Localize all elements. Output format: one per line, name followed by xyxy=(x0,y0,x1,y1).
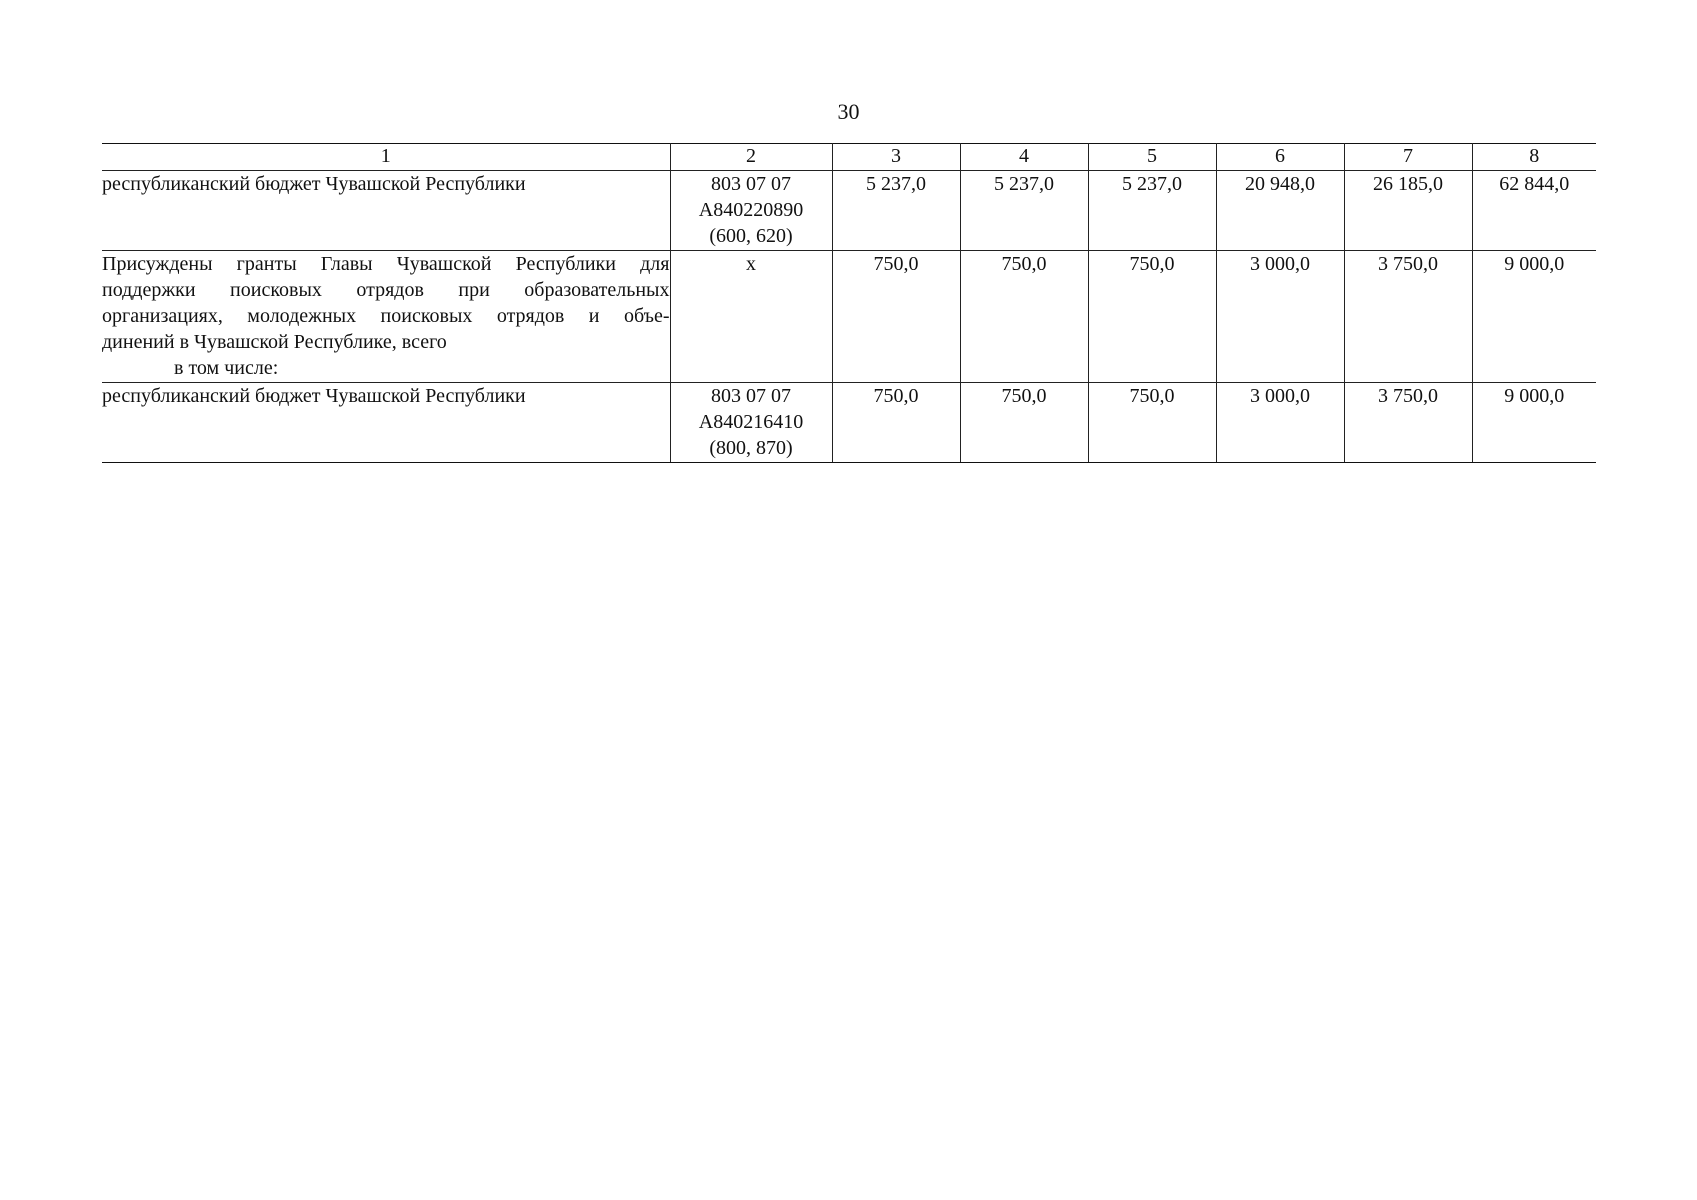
header-row xyxy=(102,144,1596,171)
value-col-7: 3 750,0 xyxy=(1344,251,1472,383)
value-col-6: 3 000,0 xyxy=(1216,251,1344,383)
code-line: х xyxy=(746,253,756,275)
column-header-3: 3 xyxy=(832,144,960,171)
column-header-5: 5 xyxy=(1088,144,1216,171)
column-header-2: 2 xyxy=(670,144,832,171)
description-line: республиканский бюджет Чувашской Республики xyxy=(102,385,526,407)
code-line: 803 07 07 xyxy=(711,173,791,195)
description-line: республиканский бюджет Чувашской Республики xyxy=(102,173,526,195)
table-row xyxy=(102,383,1596,463)
value-col-5: 750,0 xyxy=(1088,251,1216,383)
value-col-7: 26 185,0 xyxy=(1344,171,1472,251)
value-col-8: 9 000,0 xyxy=(1472,383,1596,463)
row-code xyxy=(670,171,832,251)
description-line: Присуждены гранты Главы Чувашской Республики для xyxy=(102,253,670,275)
code-line: 803 07 07 xyxy=(711,385,791,407)
column-header-8: 8 xyxy=(1472,144,1596,171)
table-row xyxy=(102,251,1596,383)
table-row xyxy=(102,171,1596,251)
column-header-7: 7 xyxy=(1344,144,1472,171)
page-number: 30 xyxy=(837,99,860,124)
column-header-6: 6 xyxy=(1216,144,1344,171)
value-col-8: 62 844,0 xyxy=(1472,171,1596,251)
value-col-3: 5 237,0 xyxy=(832,171,960,251)
value-col-7: 3 750,0 xyxy=(1344,383,1472,463)
value-col-5: 750,0 xyxy=(1088,383,1216,463)
row-code xyxy=(670,251,832,383)
value-col-4: 750,0 xyxy=(960,251,1088,383)
value-col-3: 750,0 xyxy=(832,383,960,463)
value-col-6: 3 000,0 xyxy=(1216,383,1344,463)
value-col-6: 20 948,0 xyxy=(1216,171,1344,251)
value-col-4: 750,0 xyxy=(960,383,1088,463)
row-description xyxy=(102,251,670,383)
description-line: динений в Чувашской Республике, всего xyxy=(102,331,447,353)
row-description xyxy=(102,383,670,463)
column-header-1: 1 xyxy=(102,144,670,171)
description-line: поддержки поисковых отрядов при образовательных xyxy=(102,279,670,301)
budget-table xyxy=(102,143,1596,463)
value-col-8: 9 000,0 xyxy=(1472,251,1596,383)
value-col-4: 5 237,0 xyxy=(960,171,1088,251)
column-header-4: 4 xyxy=(960,144,1088,171)
code-line: (800, 870) xyxy=(709,437,793,459)
code-line: А840220890 xyxy=(698,199,804,221)
row-description xyxy=(102,171,670,251)
code-line: (600, 620) xyxy=(709,225,793,247)
value-col-3: 750,0 xyxy=(832,251,960,383)
sub-label: в том числе: xyxy=(174,357,279,379)
value-col-5: 5 237,0 xyxy=(1088,171,1216,251)
description-line: организациях, молодежных поисковых отрядов и объе- xyxy=(102,305,670,327)
row-code xyxy=(670,383,832,463)
code-line: А840216410 xyxy=(698,411,804,433)
